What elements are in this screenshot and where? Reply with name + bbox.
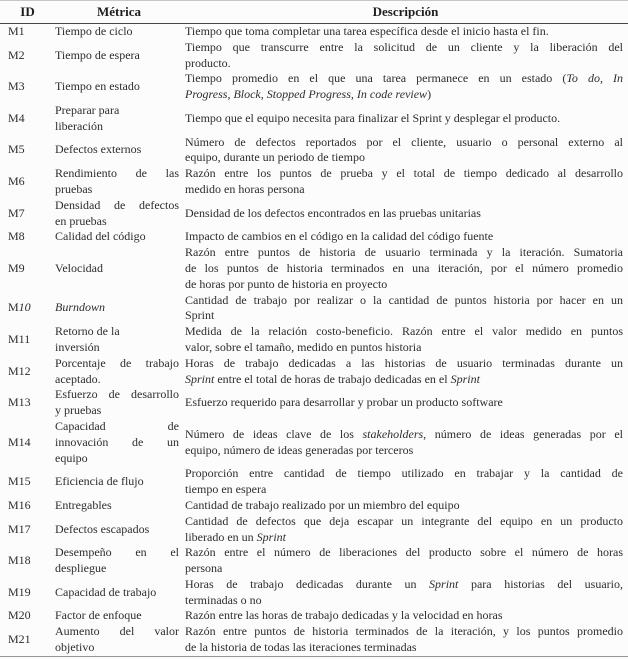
description-text-line: Medida de la relación costo-beneficio. Razón entre el valor medido en puntos xyxy=(185,324,623,339)
table-body xyxy=(0,24,628,657)
column-header-descripcion: Descripción xyxy=(183,1,628,24)
cell-metric-description xyxy=(183,166,628,198)
metric-text-line: Burndown xyxy=(55,300,106,315)
table-row xyxy=(0,624,628,656)
metric-text-line: Rendimiento de las xyxy=(55,166,179,181)
description-text-line: Razón entre los puntos de prueba y el total de tiempo dedicado al desarrollo xyxy=(185,166,623,181)
table-row xyxy=(0,229,628,245)
cell-metric-description xyxy=(183,356,628,388)
metric-text-line: objetivo xyxy=(55,640,95,655)
metric-text-line: Capacidad de xyxy=(55,418,179,433)
cell-metric-name xyxy=(55,498,183,514)
metric-text-line: despliegue xyxy=(55,561,107,576)
cell-metric-id: M9 xyxy=(8,260,25,275)
description-text-line: Densidad de los defectos encontrados en las pruebas unitarias xyxy=(185,205,481,220)
description-text-line: liberado en un Sprint xyxy=(185,529,286,544)
table-row xyxy=(0,577,628,609)
metric-text-line: Densidad de defectos xyxy=(55,197,179,212)
cell-metric-description xyxy=(183,245,628,292)
cell-metric-description xyxy=(183,71,628,103)
description-text-line: Número de defectos reportados por el cliente, usuario o personal externo al xyxy=(185,134,623,149)
table-row xyxy=(0,498,628,514)
cell-metric-name xyxy=(55,166,183,198)
metric-text-line: Aumento del valor xyxy=(55,624,179,639)
description-text-line: tiempo en espera xyxy=(185,482,267,497)
description-text-line: Razón entre puntos de historia de usuario terminada y la iteración. Sumatoria xyxy=(185,245,623,260)
cell-metric-name xyxy=(55,135,183,167)
cell-metric-id: M17 xyxy=(8,521,31,536)
metric-text-line: innovación de un xyxy=(55,434,179,449)
cell-metric-name xyxy=(55,71,183,103)
metric-text-line: Esfuerzo de desarrollo xyxy=(55,387,179,402)
description-text-line: Sprint entre el total de horas de trabajo dedicadas en el Sprint xyxy=(185,371,480,386)
cell-metric-description xyxy=(183,40,628,72)
description-text-line: de horas por punto de historia en proyecto xyxy=(185,276,388,291)
metric-text-line: Eficiencia de flujo xyxy=(55,474,144,489)
metric-text-line: Preparar para xyxy=(55,102,120,117)
cell-metric-description xyxy=(183,466,628,498)
description-text-line: producto. xyxy=(185,55,231,70)
table-row xyxy=(0,71,628,103)
description-text-line: Tiempo que transcurre entre la solicitud de un cliente y la liberación del xyxy=(185,39,623,54)
cell-metric-name xyxy=(55,608,183,624)
description-text-line: Esfuerzo requerido para desarrollar y probar un producto software xyxy=(185,395,503,410)
cell-metric-description xyxy=(183,577,628,609)
column-header-id: ID xyxy=(0,1,55,24)
description-text-line: Número de ideas clave de los stakeholders, número de ideas generadas por el xyxy=(185,426,623,441)
cell-metric-description xyxy=(183,198,628,230)
cell-metric-name xyxy=(55,24,183,40)
description-text-line: Razón entre las horas de trabajo dedicadas y la velocidad en horas xyxy=(185,608,503,623)
metric-text-line: Tiempo en estado xyxy=(55,79,140,94)
table-row xyxy=(0,198,628,230)
cell-metric-name xyxy=(55,324,183,356)
description-text-line: Cantidad de defectos que deja escapar un integrante del equipo en un producto xyxy=(185,513,623,528)
cell-metric-id: M15 xyxy=(8,474,31,489)
table-row xyxy=(0,40,628,72)
metric-text-line: Retorno de la xyxy=(55,324,120,339)
table-row xyxy=(0,293,628,325)
cell-metric-id: M16 xyxy=(8,497,31,512)
cell-metric-name xyxy=(55,514,183,546)
metric-text-line: Capacidad de trabajo xyxy=(55,584,157,599)
cell-metric-description xyxy=(183,545,628,577)
cell-metric-description xyxy=(183,103,628,135)
cell-metric-description xyxy=(183,514,628,546)
description-text-line: Impacto de cambios en el código en la calidad del código fuente xyxy=(185,229,494,244)
description-text-line: Tiempo que el equipo necesita para finalizar el Sprint y desplegar el producto. xyxy=(185,110,561,125)
metric-text-line: inversión xyxy=(55,339,100,354)
description-text-line: Sprint xyxy=(185,308,215,323)
cell-metric-description xyxy=(183,387,628,419)
description-text-line: Tiempo promedio en el que una tarea permanece en un estado (To do, In xyxy=(185,71,623,86)
table-row xyxy=(0,419,628,466)
metric-text-line: pruebas xyxy=(55,181,93,196)
metric-text-line: aceptado. xyxy=(55,371,101,386)
metric-text-line: Factor de enfoque xyxy=(55,608,142,623)
table-row xyxy=(0,608,628,624)
cell-metric-name xyxy=(55,545,183,577)
metric-text-line: en pruebas xyxy=(55,213,107,228)
cell-metric-description xyxy=(183,324,628,356)
cell-metric-id: M6 xyxy=(8,174,25,189)
description-text-line: Tiempo que toma completar una tarea específica desde el inicio hasta el fin. xyxy=(185,24,549,38)
cell-metric-description xyxy=(183,24,628,40)
cell-metric-id: M14 xyxy=(8,434,31,449)
cell-metric-id: M11 xyxy=(8,332,31,347)
cell-metric-id: M13 xyxy=(8,395,31,410)
cell-metric-id: M5 xyxy=(8,142,25,157)
cell-metric-id: M4 xyxy=(8,110,25,125)
table-row xyxy=(0,103,628,135)
cell-metric-id: M18 xyxy=(8,553,31,568)
description-text-line: terminadas o no xyxy=(185,592,262,607)
table-header xyxy=(0,1,628,24)
description-text-line: de la historia de todas las iteraciones terminadas xyxy=(185,640,417,655)
description-text-line: Razón entre el número de liberaciones del producto sobre el número de horas xyxy=(185,545,623,560)
description-text-line: Proporción entre cantidad de tiempo utilizado en trabajar y la cantidad de xyxy=(185,466,623,481)
cell-metric-name xyxy=(55,419,183,466)
cell-metric-id: M20 xyxy=(8,608,31,623)
cell-metric-name xyxy=(55,40,183,72)
description-text-line: Progress, Block, Stopped Progress, In code review) xyxy=(185,87,432,102)
cell-metric-name xyxy=(55,356,183,388)
header-row xyxy=(0,1,628,24)
description-text-line: Razón entre puntos de historia terminados de la iteración, y los puntos promedio xyxy=(185,624,623,639)
cell-metric-name xyxy=(55,293,183,325)
cell-metric-name xyxy=(55,387,183,419)
cell-metric-description xyxy=(183,419,628,466)
table-row xyxy=(0,324,628,356)
table-row xyxy=(0,514,628,546)
cell-metric-id: M19 xyxy=(8,584,31,599)
metric-text-line: Defectos externos xyxy=(55,142,142,157)
table-row xyxy=(0,135,628,167)
description-text-line: equipo, durante un periodo de tiempo xyxy=(185,150,365,165)
column-header-metrica: Métrica xyxy=(55,1,183,24)
cell-metric-id: M2 xyxy=(8,47,25,62)
metric-text-line: Porcentaje de trabajo xyxy=(55,355,179,370)
cell-metric-description xyxy=(183,624,628,656)
metric-text-line: Tiempo de ciclo xyxy=(55,24,133,38)
cell-metric-id: M3 xyxy=(8,79,25,94)
metric-text-line: Entregables xyxy=(55,497,112,512)
table-row xyxy=(0,166,628,198)
description-text-line: Cantidad de trabajo realizado por un miembro del equipo xyxy=(185,497,460,512)
cell-metric-name xyxy=(55,624,183,656)
metric-text-line: Tiempo de espera xyxy=(55,47,140,62)
cell-metric-description xyxy=(183,293,628,325)
cell-metric-name xyxy=(55,577,183,609)
cell-metric-description xyxy=(183,608,628,624)
table-row xyxy=(0,466,628,498)
metric-text-line: Velocidad xyxy=(55,260,103,275)
table-row xyxy=(0,545,628,577)
cell-metric-name xyxy=(55,229,183,245)
description-text-line: equipo, número de ideas generadas por terceros xyxy=(185,442,414,457)
cell-metric-id: M10 xyxy=(8,300,31,315)
description-text-line: de los puntos de historia terminados en una iteración, por el número promedio xyxy=(185,260,623,275)
table-row xyxy=(0,387,628,419)
cell-metric-id: M7 xyxy=(8,205,25,220)
description-text-line: valor, sobre el tamaño, medido en puntos historia xyxy=(185,339,422,354)
cell-metric-id: M8 xyxy=(8,229,25,244)
description-text-line: Horas de trabajo dedicadas durante un Sprint para historias del usuario, xyxy=(185,576,623,591)
cell-metric-id: M21 xyxy=(0,624,55,656)
description-text-line: Horas de trabajo dedicadas a las historias de usuario terminadas durante un xyxy=(185,355,623,370)
table-row xyxy=(0,245,628,292)
cell-metric-name xyxy=(55,198,183,230)
cell-metric-id: M12 xyxy=(8,363,31,378)
metric-text-line: equipo xyxy=(55,450,88,465)
cell-metric-name xyxy=(55,466,183,498)
metric-text-line: Defectos escapados xyxy=(55,521,150,536)
metric-text-line: y pruebas xyxy=(55,403,102,418)
cell-metric-description xyxy=(183,229,628,245)
description-text-line: medido en horas persona xyxy=(185,181,305,196)
cell-metric-name xyxy=(55,103,183,135)
metric-text-line: Desempeño en el xyxy=(55,545,179,560)
description-text-line: Cantidad de trabajo por realizar o la cantidad de puntos historia por hacer en un xyxy=(185,292,623,307)
cell-metric-id: M1 xyxy=(8,24,25,38)
table-row xyxy=(0,356,628,388)
metric-text-line: Calidad del código xyxy=(55,229,146,244)
table-row xyxy=(0,24,628,40)
description-text-line: persona xyxy=(185,561,223,576)
metric-text-line: liberación xyxy=(55,118,103,133)
cell-metric-name xyxy=(55,245,183,292)
cell-metric-description xyxy=(183,135,628,167)
cell-metric-description xyxy=(183,498,628,514)
